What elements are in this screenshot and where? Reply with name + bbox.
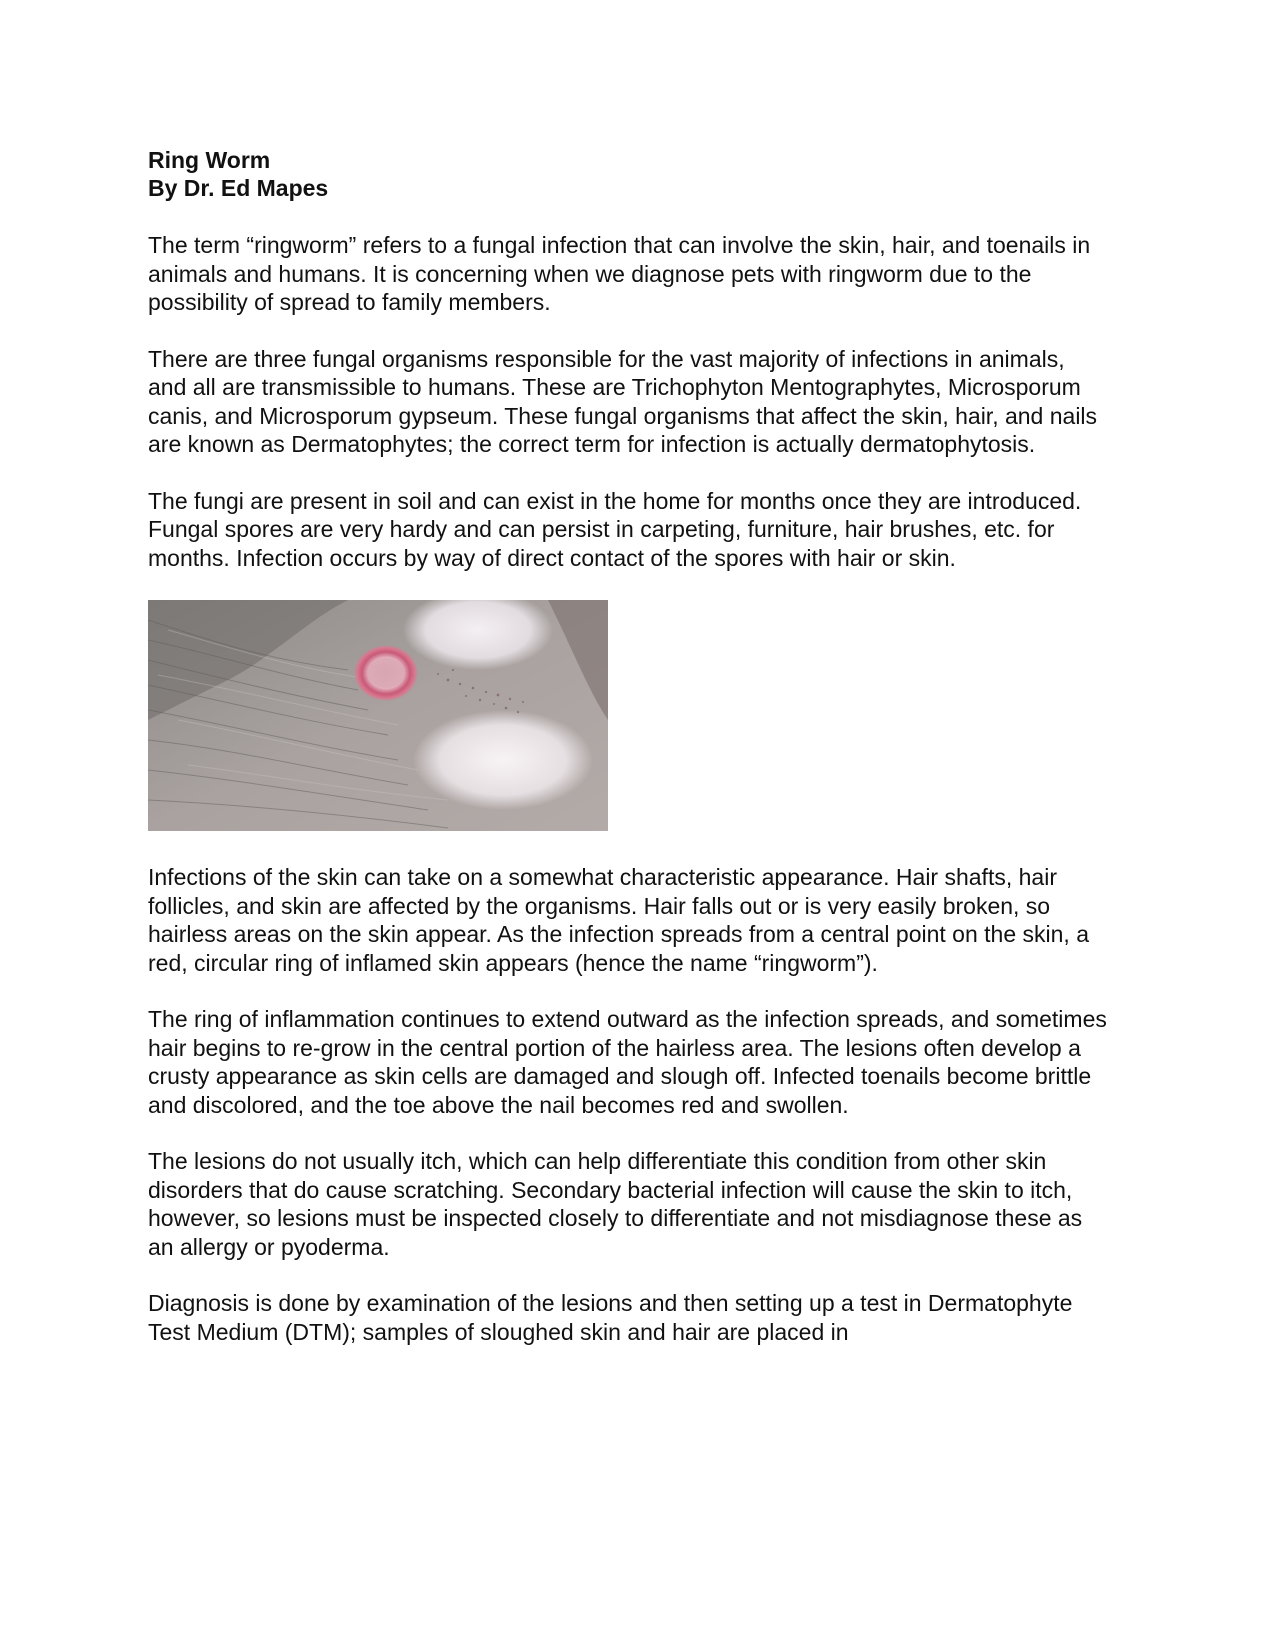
paragraph: The term “ringworm” refers to a fungal infection that can involve the skin, hair, and toenails in animals and humans. It is concerning when we diagnose pets with ringworm due to the possibility of spread to family members. (148, 232, 1091, 316)
paragraph: The lesions do not usually itch, which can help differentiate this condition from other skin disorders that do cause scratching. Secondary bacterial infection will cause the skin to itch, however, so lesions must be inspected closely to differentiate and not misdiagnose these as an allergy or pyoderma. (148, 1148, 1083, 1260)
paragraph: The fungi are present in soil and can exist in the home for months once they are introduced. Fungal spores are very hardy and can persist in carpeting, furniture, hair brushes, etc. for months. Infection occurs by way of direct contact of the spores with hair or skin. (148, 487, 1082, 571)
paragraph: The ring of inflammation continues to extend outward as the infection spreads, and sometimes hair begins to re-grow in the central portion of the hairless area. The lesions often develop a crusty appearance as skin cells are damaged and slough off. Infected toenails become brittle and discolored, and the toe above the nail becomes red and swollen. (148, 1006, 1107, 1118)
paragraph: There are three fungal organisms responsible for the vast majority of infections in animals, and all are transmissible to humans. These are Trichophyton Mentographytes, Microsporum canis, and Microsporum gypseum. These fungal organisms that affect the skin, hair, and nails are known as Dermatophytes; the correct term for infection is actually dermatophytosis. (148, 345, 1098, 458)
ringworm-lesion-photo (148, 600, 608, 831)
document-title: Ring Worm (148, 147, 271, 173)
document-body (148, 146, 1108, 1375)
document-author: By Dr. Ed Mapes (148, 175, 329, 202)
paragraph: Infections of the skin can take on a somewhat characteristic appearance. Hair shafts, hair follicles, and skin are affected by the organisms. Hair falls out or is very easily broken, so hairless areas on the skin appear. As the infection spreads from a central point on the skin, a red, circular ring of inflamed skin appears (hence the name “ringworm”). (148, 864, 1089, 976)
paragraph: Diagnosis is done by examination of the lesions and then setting up a test in Dermatophyte Test Medium (DTM); samples of sloughed skin and hair are placed in (148, 1290, 1073, 1345)
